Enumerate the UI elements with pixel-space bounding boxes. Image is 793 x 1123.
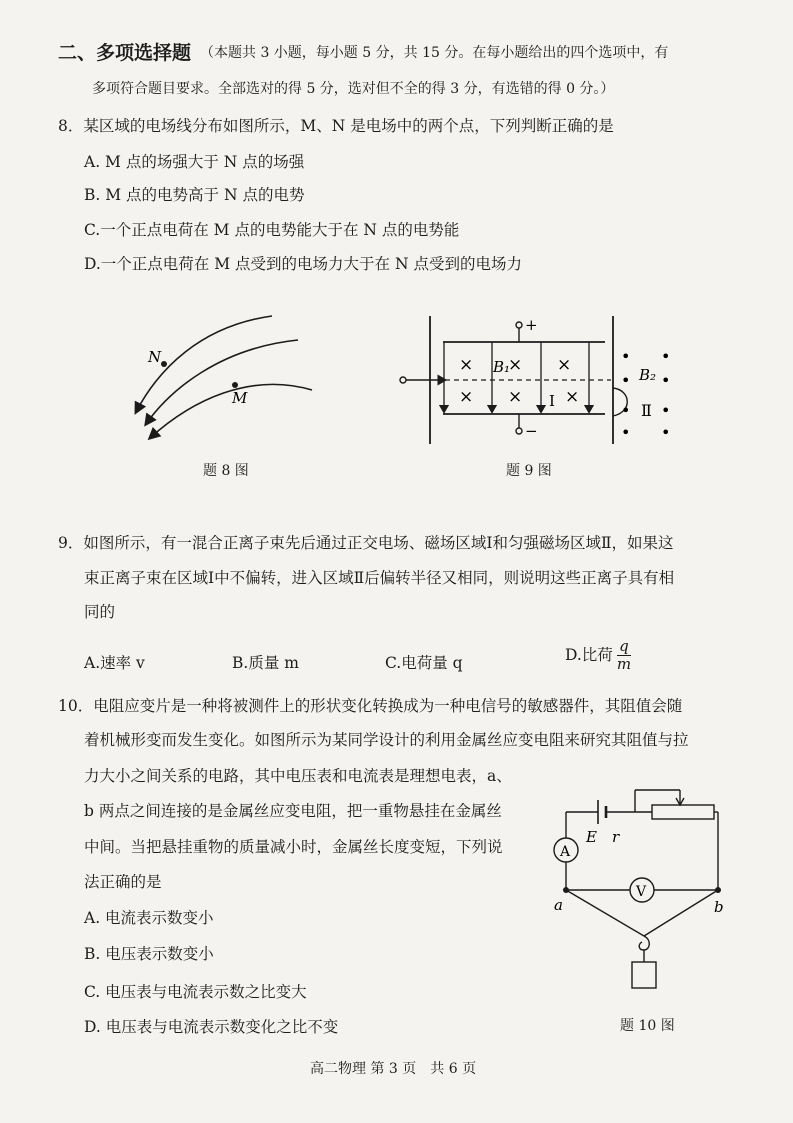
q10-option-c: C. 电压表与电流表示数之比变大 [84,983,307,1001]
b1-cross: × [459,355,474,375]
internal-resistance-label: r [612,828,620,846]
node-b-label: b [714,898,724,916]
fraction-denominator: m [616,655,632,674]
q9-figure-caption: 题 9 图 [506,463,552,479]
q10-option-d: D. 电压表与电流表示数变化之比不变 [84,1018,339,1036]
section-title: 二、多项选择题 [58,42,192,64]
q10-stem-line6: 法正确的是 [84,873,162,891]
region-2-label: Ⅱ [641,401,652,420]
q8-stem: 8．某区域的电场线分布如图所示，M、N 是电场中的两个点，下列判断正确的是 [58,117,614,135]
q9-option-c: C.电荷量 q [385,654,463,672]
q9-stem-line3: 同的 [84,603,116,621]
q10-stem-line3: 力大小之间关系的电路，其中电压表和电流表是理想电表，a、 [84,767,512,785]
q8-option-b: B. M 点的电势高于 N 点的电势 [84,186,305,204]
q8-option-d: D.一个正点电荷在 M 点受到的电场力大于在 N 点受到的电场力 [84,255,522,273]
q10-option-a: A. 电流表示数变小 [84,909,214,927]
q10-stem-line4: b 两点之间连接的是金属丝应变电阻，把一重物悬挂在金属丝 [84,802,502,820]
b1-cross: × [508,387,523,407]
q9-option-d [565,638,631,674]
region-1-label: I [549,392,555,410]
q9-velocity-selector-figure [395,310,695,450]
ammeter-label: A [560,844,571,860]
b1-cross: × [557,355,572,375]
b2-dot: • [661,371,671,390]
q9-option-b: B.质量 m [232,654,299,672]
q9-option-d-prefix: D.比荷 [565,645,613,664]
q8-figure-caption: 题 8 图 [203,463,249,479]
q9-stem-line1: 9．如图所示，有一混合正离子束先后通过正交电场、磁场区域Ⅰ和匀强磁场区域Ⅱ，如果这 [58,534,674,552]
b2-dot: • [621,423,631,442]
strain-wire-right [644,890,718,936]
b2-dot: • [661,401,671,420]
minus-terminal: − [525,422,538,440]
q8-option-c: C.一个正点电荷在 M 点的电势能大于在 N 点的电势能 [84,221,460,239]
point-n [161,361,167,367]
point-m [232,382,238,388]
b2-label: B₂ [639,366,657,384]
node-a-label: a [554,896,563,914]
field-line-middle [146,340,298,424]
section-desc-line2: 多项符合题目要求。全部选对的得 5 分，选对但不全的得 3 分，有选错的得 0 分。） [92,81,615,97]
hanging-weight [632,962,656,988]
b1-label: B₁ [493,358,511,376]
q10-option-b: B. 电压表示数变小 [84,945,214,963]
q8-option-a: A. M 点的场强大于 N 点的场强 [84,153,305,171]
emf-label: E [586,828,597,846]
b2-dot: • [661,423,671,442]
q9-option-a: A.速率 v [84,654,145,672]
rheostat [652,805,714,819]
q9-option-d-fraction [617,638,631,674]
section-desc-line1: （本题共 3 小题，每小题 5 分，共 15 分。在每小题给出的四个选项中，有 [200,45,669,61]
fraction-numerator: q [617,638,631,656]
q9-stem-line2: 束正离子束在区域Ⅰ中不偏转，进入区域Ⅱ后偏转半径又相同，则说明这些正离子具有相 [84,569,675,587]
b2-dot: • [621,347,631,366]
q10-stem-line5: 中间。当把悬挂重物的质量减小时，金属丝长度变短，下列说 [84,838,503,856]
voltmeter-label: V [636,884,647,900]
page-footer: 高二物理 第 3 页 共 6 页 [310,1061,477,1077]
b2-dot: • [621,401,631,420]
b2-dot: • [661,347,671,366]
label-m: M [232,389,248,407]
b1-cross: × [508,355,523,375]
q10-circuit-figure [540,780,740,1000]
q8-field-lines-figure [120,300,320,450]
q10-figure-caption: 题 10 图 [620,1018,675,1034]
b1-cross: × [459,387,474,407]
label-n: N [148,348,162,366]
q10-stem-line2: 着机械形变而发生变化。如图所示为某同学设计的利用金属丝应变电阻来研究其阻值与拉 [84,731,689,749]
plus-terminal: + [525,316,538,334]
hook [639,936,649,950]
q10-stem-line1: 10．电阻应变片是一种将被测件上的形状变化转换成为一种电信号的敏感器件，其阻值会随 [58,697,683,715]
b2-dot: • [621,371,631,390]
b1-cross: × [565,387,580,407]
